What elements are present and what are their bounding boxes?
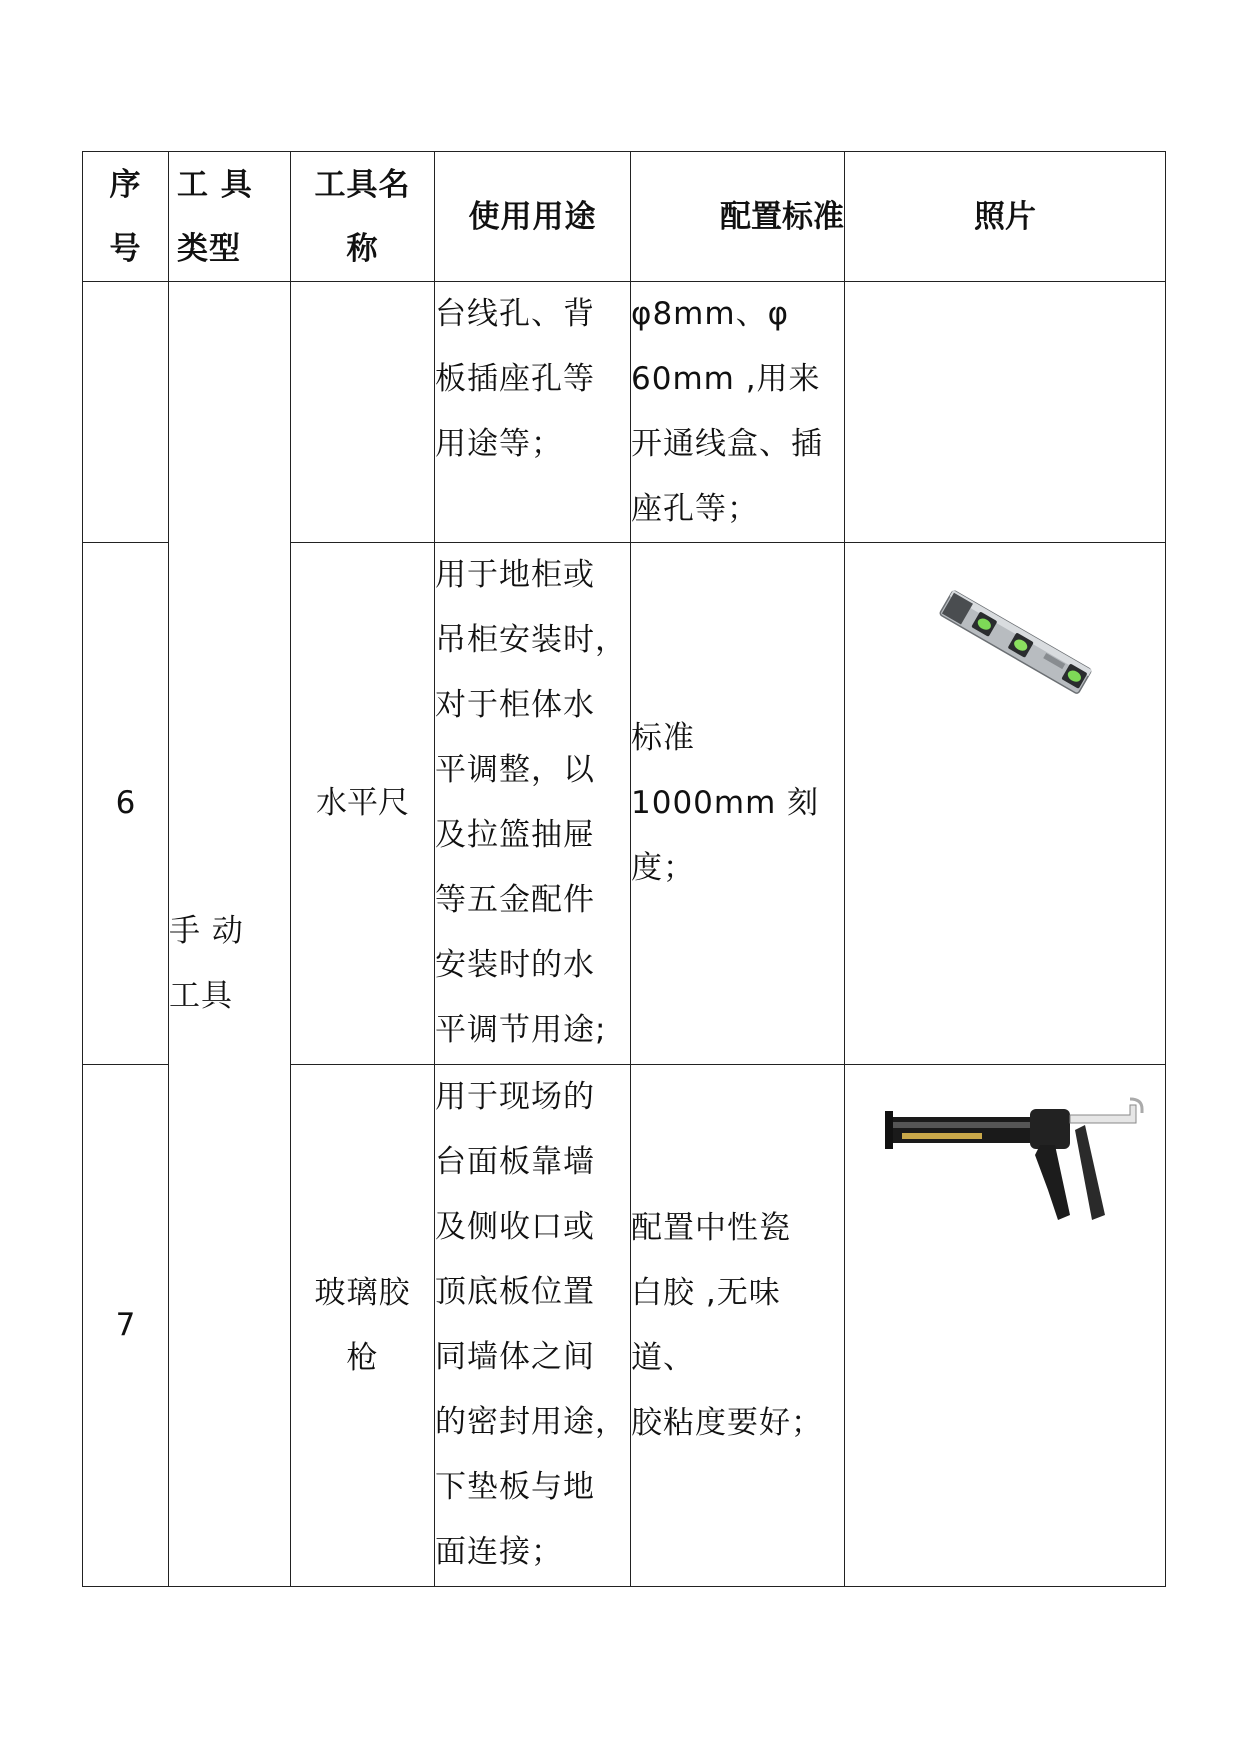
cell-standard: 标准 1000mm 刻 度； [631, 543, 845, 1065]
header-row [83, 152, 1166, 282]
cell-seq: 7 [83, 1065, 169, 1587]
cell-name: 水平尺 [291, 543, 435, 1065]
spirit-level-icon [935, 573, 1095, 713]
cell-standard: 配置中性瓷 白胶 ,无味道、 胶粘度要好； [631, 1065, 845, 1587]
header-name: 工具名 称 [291, 152, 435, 282]
cell-usage: 用于现场的 台面板靠墙 及侧收口或 顶底板位置 同墙体之间 的密封用途， 下垫板与地 面连接； [435, 1065, 631, 1587]
cell-usage: 台线孔、背 板插座孔等 用途等； [435, 282, 631, 543]
cell-name: 玻璃胶 枪 [291, 1065, 435, 1587]
cell-usage: 用于地柜或 吊柜安装时， 对于柜体水 平调整，以 及拉篮抽屉 等五金配件 安装时的水 平调节用途; [435, 543, 631, 1065]
header-usage: 使用用途 [435, 152, 631, 282]
table-row [83, 282, 1166, 543]
header-seq: 序 号 [83, 152, 169, 282]
cell-standard: φ8mm、φ 60mm ,用来 开通线盒、插 座孔等； [631, 282, 845, 543]
cell-seq: 6 [83, 543, 169, 1065]
cell-name [291, 282, 435, 543]
header-standard: 配置标准 [631, 152, 845, 282]
cell-photo [845, 1065, 1166, 1587]
tools-table [82, 151, 1166, 1587]
caulking-gun-icon [880, 1095, 1150, 1245]
header-photo: 照片 [845, 152, 1166, 282]
header-type: 工 具 类型 [169, 152, 291, 282]
cell-photo [845, 282, 1166, 543]
cell-photo [845, 543, 1166, 1065]
cell-tool-type: 手 动 工具 [169, 282, 291, 1587]
cell-seq [83, 282, 169, 543]
